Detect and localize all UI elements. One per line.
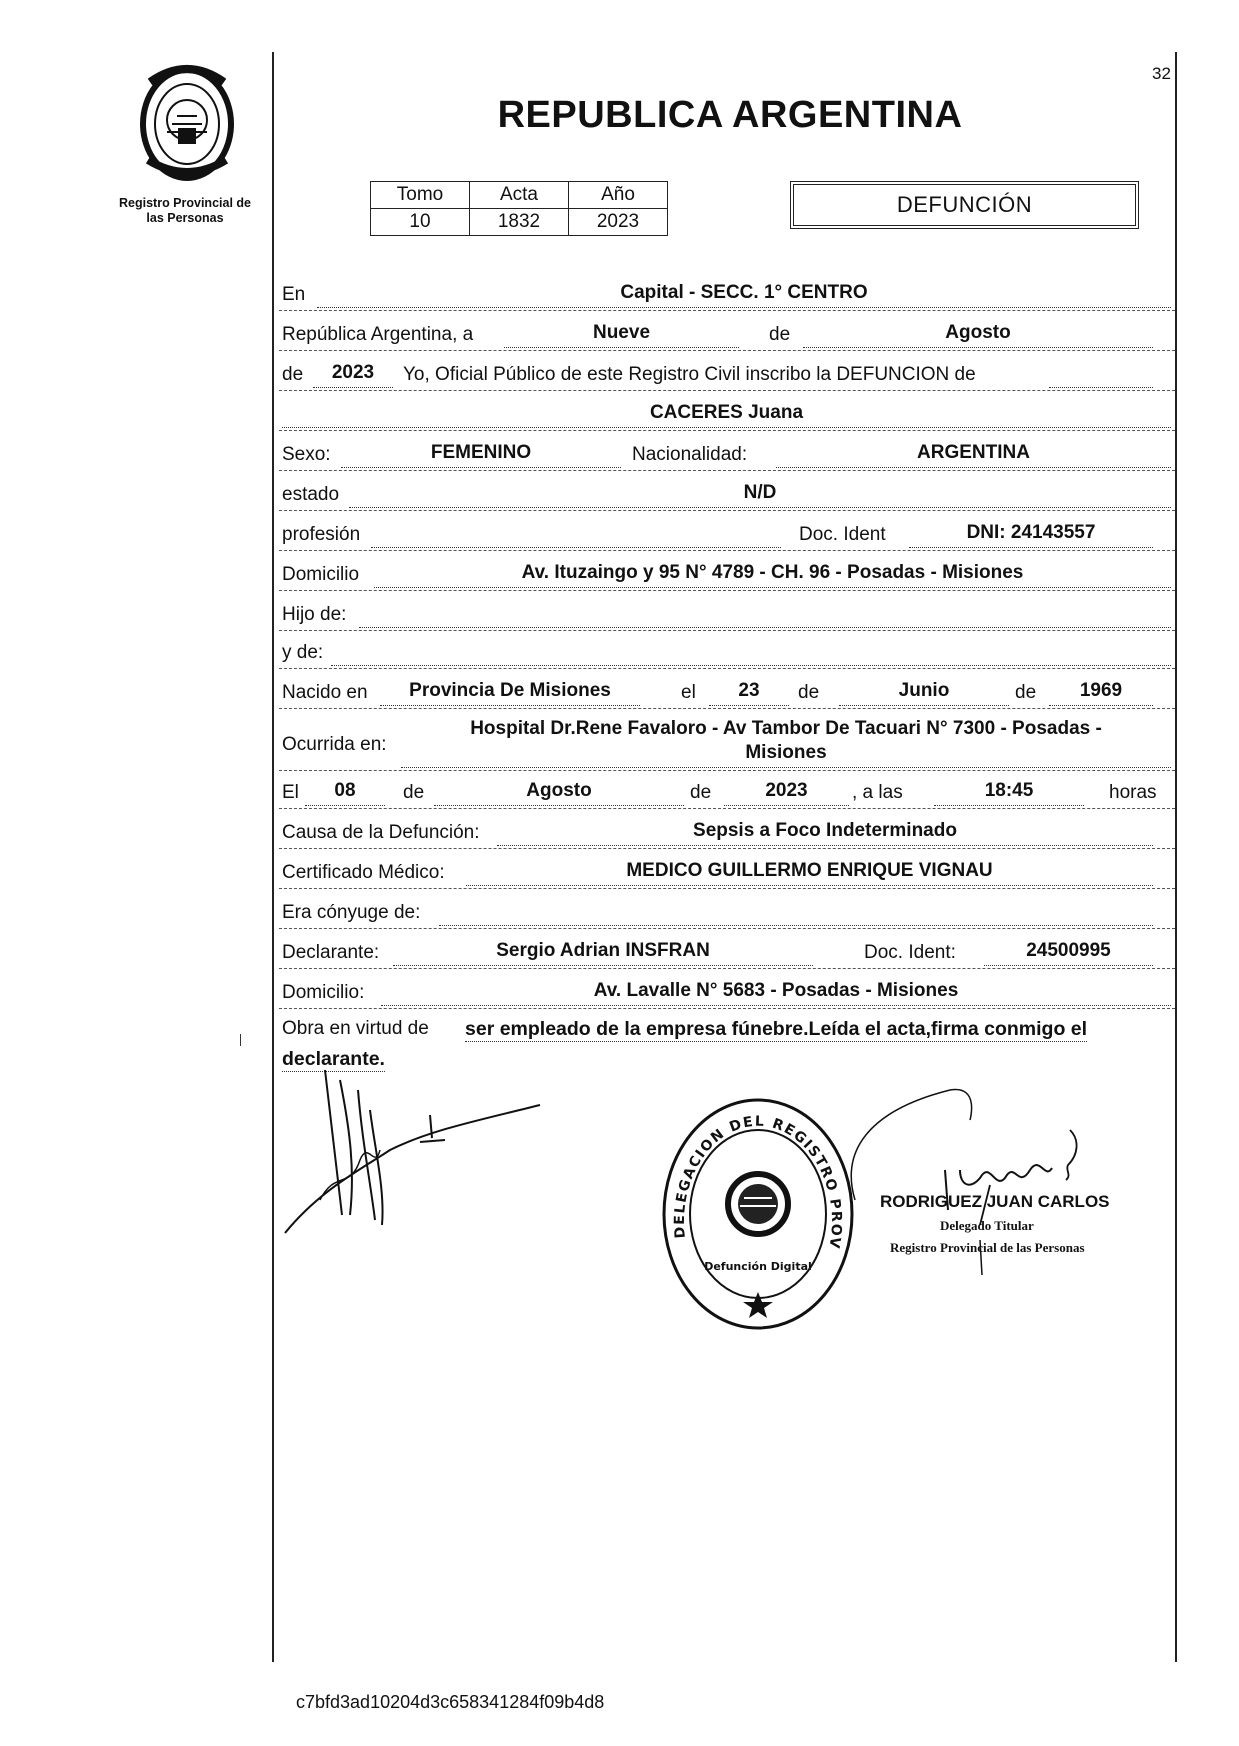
de-label-1: de: [769, 324, 791, 345]
republica-label: República Argentina, a: [282, 324, 474, 345]
anio-header: Año: [569, 182, 668, 209]
profesion-label: profesión: [282, 524, 361, 545]
document-hash: c7bfd3ad10204d3c658341284f09b4d8: [296, 1692, 605, 1712]
horas-label: horas: [1109, 782, 1157, 803]
de-label-b: de: [1015, 682, 1037, 703]
de-label-a: de: [798, 682, 820, 703]
el-label: el: [681, 682, 696, 703]
margin-mark: [240, 1034, 241, 1046]
year-value: 2023: [331, 362, 375, 383]
certificado-value: MEDICO GUILLERMO ENRIQUE VIGNAU: [626, 860, 993, 881]
officer-title: Delegado Titular: [940, 1218, 1034, 1233]
page-number: 32: [1152, 64, 1171, 83]
row-fecha: [279, 314, 1175, 351]
de-label-c: de: [403, 782, 425, 803]
declarante-label: Declarante:: [282, 942, 380, 963]
estado-value: N/D: [743, 482, 777, 503]
row-en: [279, 274, 1175, 311]
causa-label: Causa de la Defunción:: [282, 822, 480, 843]
certificado-label: Certificado Médico:: [282, 862, 445, 883]
row-name: [279, 394, 1175, 431]
nac-dia: 23: [738, 680, 760, 701]
el2-label: El: [282, 782, 299, 803]
causa-value: Sepsis a Foco Indeterminado: [693, 820, 957, 841]
nacionalidad-label: Nacionalidad:: [632, 444, 748, 465]
estado-label: estado: [282, 484, 340, 505]
domicilio2-label: Domicilio:: [282, 982, 365, 1003]
month-text: Agosto: [945, 322, 1011, 343]
nac-mes: Junio: [898, 680, 950, 701]
officer-org: Registro Provincial de las Personas: [890, 1240, 1085, 1255]
anio-value: 2023: [569, 209, 668, 236]
right-margin-line: [1175, 52, 1177, 1662]
fal-anio: 2023: [765, 780, 808, 801]
doc-ident-label: Doc. Ident: [799, 524, 886, 545]
acta-header: Acta: [470, 182, 569, 209]
seal-text: DELEGACION DEL REGISTRO PROVINCIAL DE LAS PERSONAS: [651, 1082, 845, 1251]
tomo-header: Tomo: [371, 182, 470, 209]
row-profesion: [279, 514, 1175, 551]
domicilio-label: Domicilio: [282, 564, 360, 585]
org-line-1: Registro Provincial de: [119, 196, 251, 210]
yo-text: Yo, Oficial Público de este Registro Civil inscribo la DEFUNCION de: [403, 364, 976, 385]
ocurrida-line-2: Misiones: [745, 742, 827, 763]
row-causa: [279, 812, 1175, 849]
nacido-label: Nacido en: [282, 682, 368, 703]
en-value: Capital - SECC. 1° CENTRO: [620, 282, 868, 303]
declarant-signature-icon: [280, 1050, 550, 1250]
row-domicilio: [279, 554, 1175, 591]
row-fallecimiento: [279, 772, 1175, 809]
org-name: [100, 196, 270, 226]
obra-text-1: ser empleado de la empresa fúnebre.Leída el acta,firma conmigo el: [465, 1018, 1088, 1040]
deceased-name: CACERES Juana: [649, 402, 804, 423]
nacido-lugar: Provincia De Misiones: [409, 680, 611, 701]
doc-ident-value: DNI: 24143557: [966, 522, 1096, 543]
row-certificado: [279, 852, 1175, 889]
conyuge-label: Era cónyuge de:: [282, 902, 421, 923]
official-seal-icon: [651, 1082, 858, 1334]
fal-dia: 08: [334, 780, 356, 801]
misiones-emblem-icon: [128, 62, 246, 190]
acta-value: 1832: [470, 209, 569, 236]
officer-name: RODRIGUEZ JUAN CARLOS: [880, 1192, 1110, 1211]
hijo-label: Hijo de:: [282, 604, 347, 625]
left-margin-line: [272, 52, 274, 1662]
registry-table: [370, 181, 668, 236]
fal-mes: Agosto: [526, 780, 592, 801]
y-de-label: y de:: [282, 642, 324, 663]
document-type-box: DEFUNCIÓN: [793, 184, 1136, 226]
domicilio-value: Av. Ituzaingo y 95 N° 4789 - CH. 96 - Posadas - Misiones: [521, 562, 1024, 583]
obra-text-2: declarante.: [282, 1048, 385, 1070]
a-las-label: , a las: [852, 782, 903, 803]
row-nacido: [279, 672, 1175, 709]
doc2-value: 24500995: [1026, 940, 1111, 961]
row-sexo: [279, 434, 1175, 471]
obra-label: Obra en virtud de: [282, 1018, 429, 1039]
tomo-value: 10: [371, 209, 470, 236]
row-y-de: [279, 632, 1175, 669]
row-hijo: [279, 594, 1175, 631]
row-yo: [279, 354, 1175, 391]
en-label: En: [282, 284, 306, 305]
row-ocurrida: [279, 712, 1175, 771]
de-label-d: de: [690, 782, 712, 803]
row-declarante: [279, 932, 1175, 969]
sexo-value: FEMENINO: [430, 442, 532, 463]
seal-inner-text: Defunción Digital: [704, 1260, 812, 1273]
day-text: Nueve: [592, 322, 651, 343]
doc2-label: Doc. Ident:: [864, 942, 956, 963]
nac-anio: 1969: [1079, 680, 1123, 701]
nacionalidad-value: ARGENTINA: [917, 442, 1030, 463]
document-title: REPUBLICA ARGENTINA: [497, 94, 963, 136]
ocurrida-label: Ocurrida en:: [282, 734, 387, 755]
de-label-2: de: [282, 364, 304, 385]
org-line-2: las Personas: [146, 211, 224, 225]
hora-value: 18:45: [984, 780, 1034, 801]
row-conyuge: [279, 892, 1175, 929]
row-estado: [279, 474, 1175, 511]
declarante-value: Sergio Adrian INSFRAN: [496, 940, 710, 961]
ocurrida-line-1: Hospital Dr.Rene Favaloro - Av Tambor De Tacuari N° 7300 - Posadas -: [470, 718, 1102, 739]
row-domicilio2: [279, 972, 1175, 1009]
domicilio2-value: Av. Lavalle N° 5683 - Posadas - Misiones: [593, 980, 959, 1001]
svg-text:DELEGACION DEL REGISTRO PROVIN: [651, 1082, 844, 1251]
sexo-label: Sexo:: [282, 444, 331, 465]
